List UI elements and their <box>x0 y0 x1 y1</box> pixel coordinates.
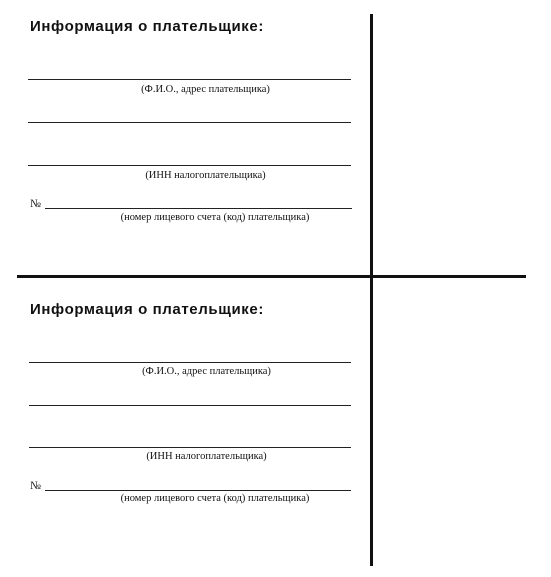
name-address-field[interactable] <box>29 362 351 363</box>
vertical-divider <box>370 14 373 566</box>
inn-caption: (ИНН налогоплательщика) <box>145 170 266 181</box>
name-address-field-2[interactable] <box>29 405 351 406</box>
inn-field[interactable] <box>29 447 351 448</box>
inn-caption: (ИНН налогоплательщика) <box>146 451 267 462</box>
name-address-caption: (Ф.И.О., адрес плательщика) <box>141 84 270 95</box>
section-title: Информация о плательщике: <box>30 18 264 35</box>
payer-info-section-top <box>0 0 370 275</box>
account-number-caption: (номер лицевого счета (код) плательщика) <box>120 212 310 223</box>
section-title: Информация о плательщике: <box>30 301 264 318</box>
number-sign: № <box>30 198 41 210</box>
inn-field[interactable] <box>28 165 351 166</box>
account-number-field[interactable] <box>45 490 351 491</box>
payer-info-section-bottom <box>0 278 370 568</box>
name-address-caption: (Ф.И.О., адрес плательщика) <box>142 366 271 377</box>
name-address-field-2[interactable] <box>28 122 351 123</box>
account-number-caption: (номер лицевого счета (код) плательщика) <box>120 493 310 504</box>
number-sign: № <box>30 480 41 492</box>
name-address-field[interactable] <box>28 79 351 80</box>
account-number-field[interactable] <box>45 208 352 209</box>
